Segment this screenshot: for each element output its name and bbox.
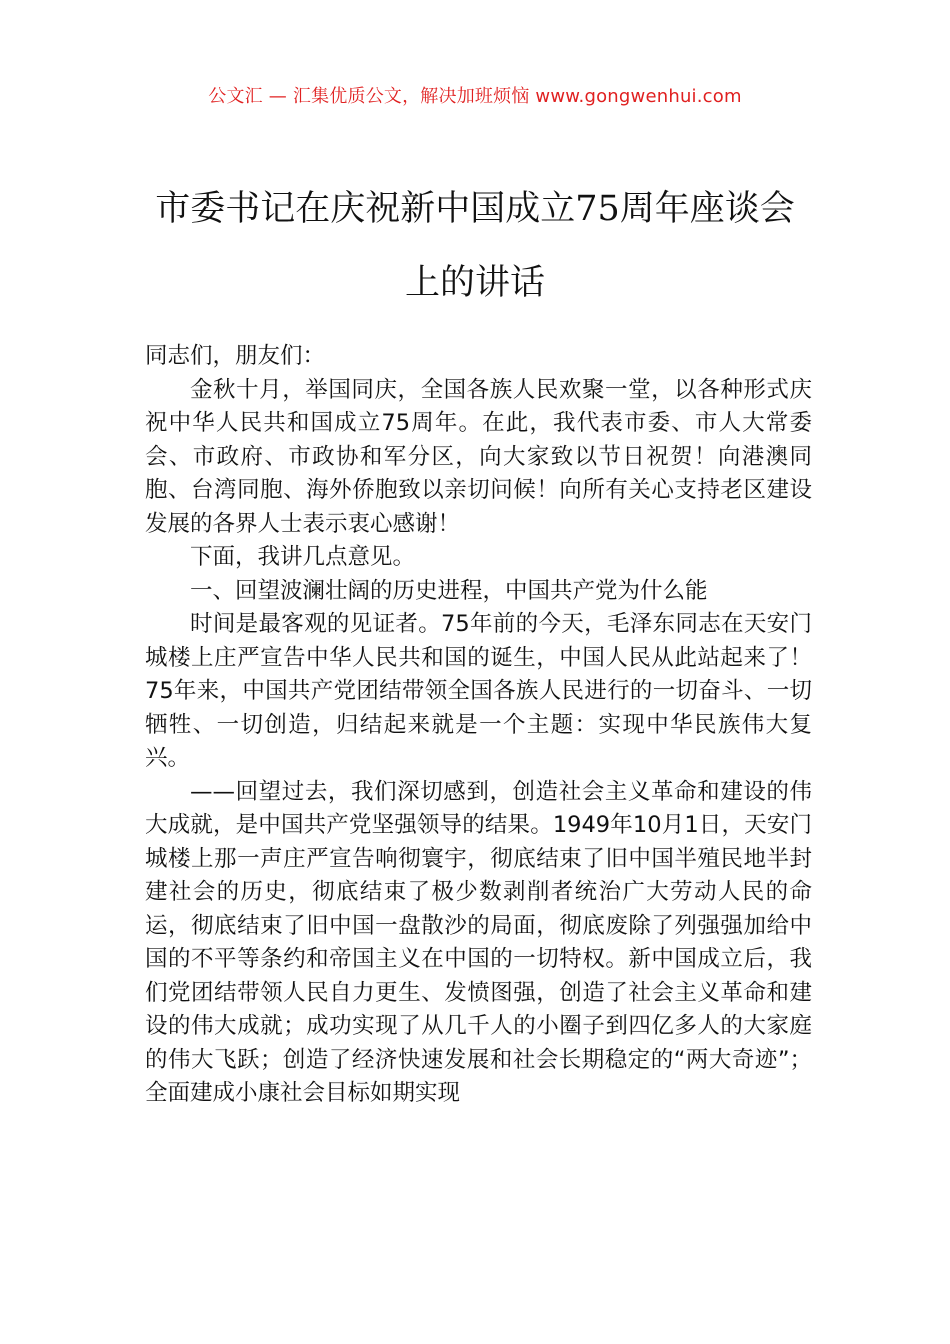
paragraph-opening: 金秋十月，举国同庆，全国各族人民欢聚一堂，以各种形式庆祝中华人民共和国成立75周年。在此，我代表市委、市人大常委会、市政府、市政协和军分区，向大家致以节日祝贺！向港澳同胞、台湾同胞、海外侨胞致以亲切问候！向所有关心支持老区建设发展的各界人士表示衷心感谢！ xyxy=(145,376,812,537)
paragraph-intro: 下面，我讲几点意见。 xyxy=(190,544,416,570)
paragraph-review: ——回望过去，我们深切感到，创造社会主义革命和建设的伟大成就，是中国共产党坚强领导的结果。1949年10月1日，天安门城楼上那一声庄严宣告响彻寰宇，彻底结束了旧中国半殖民地半封建社会的历史，彻底结束了极少数剥削者统治广大劳动人民的命运，彻底结束了旧中国一盘散沙的局面，彻底废除了列强强加给中国的不平等条约和帝国主义在中国的一切特权。新中国成立后，我们党团结带领人民自力更生、发愤图强，创造了社会主义革命和建设的伟大成就；成功实现了从几千人的小圈子到四亿多人的大家庭的伟大飞跃；创造了经济快速发展和社会长期稳定的“两大奇迹”；全面建成小康社会目标如期实现 xyxy=(145,778,812,1106)
paragraph-history: 时间是最客观的见证者。75年前的今天，毛泽东同志在天安门城楼上庄严宣告中华人民共和国的诞生，中国人民从此站起来了！75年来，中国共产党团结带领全国各族人民进行的一切奋斗、一切牺牲、一切创造，归结起来就是一个主题：实现中华民族伟大复兴。 xyxy=(145,611,812,771)
document-title xyxy=(120,172,830,320)
salutation: 同志们，朋友们： xyxy=(145,343,326,369)
document-body xyxy=(145,340,812,1111)
site-banner: 公文汇 — 汇集优质公文，解决加班烦恼 www.gongwenhui.com xyxy=(208,86,742,107)
section-heading-1: 一、回望波澜壮阔的历史进程，中国共产党为什么能 xyxy=(190,577,708,604)
title-line-1: 市委书记在庆祝新中国成立75周年座谈会 xyxy=(155,189,795,229)
title-line-2: 上的讲话 xyxy=(404,263,545,303)
